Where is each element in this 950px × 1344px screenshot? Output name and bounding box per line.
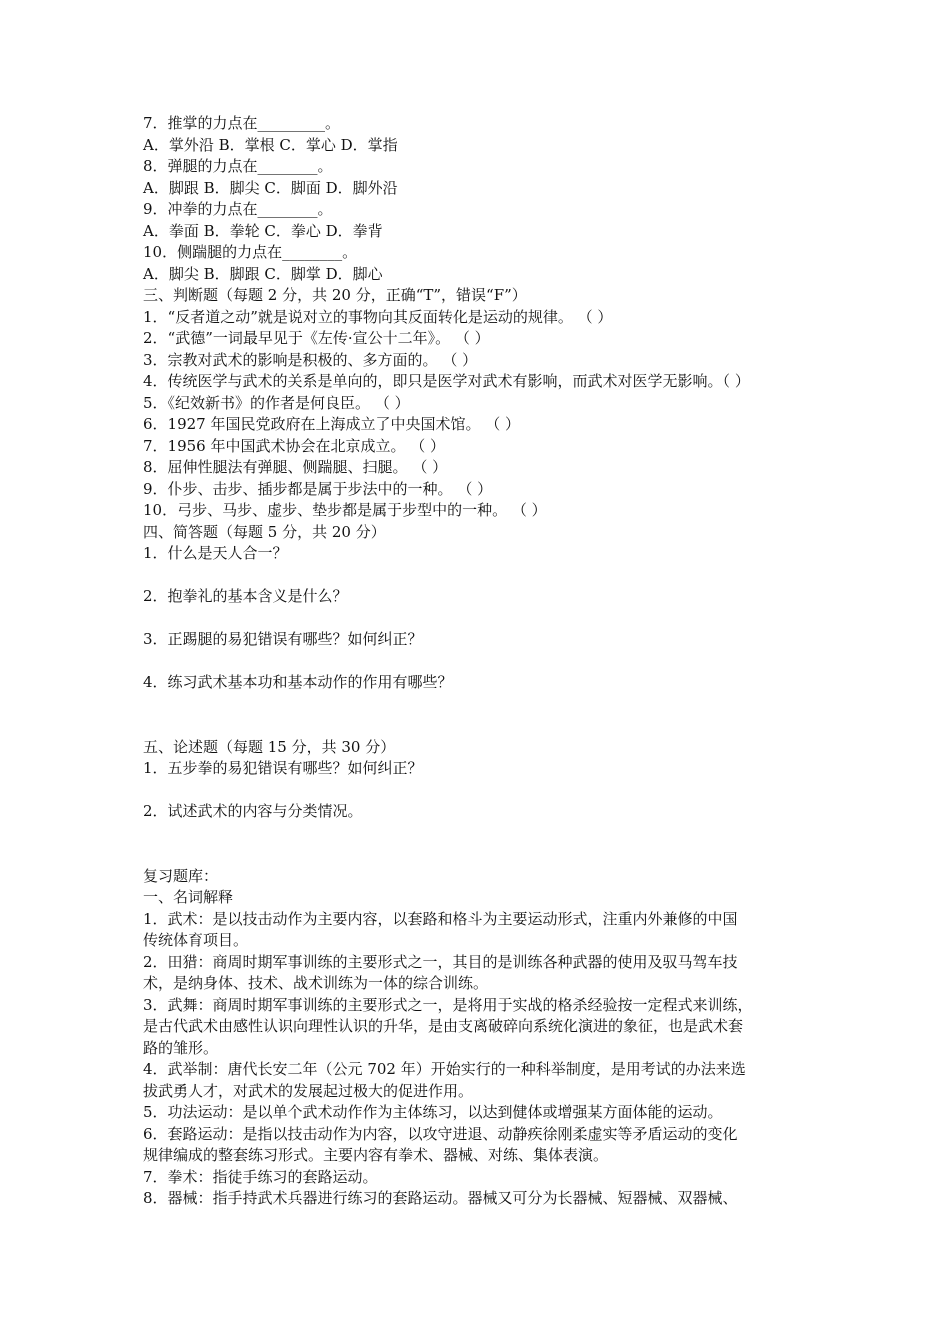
short-answer-item: 1．什么是天人合一？ [143,544,288,562]
short-answer-item: 4．练习武术基本功和基本动作的作用有哪些？ [143,673,453,691]
section-5-heading: 五、论述题（每题 15 分，共 30 分） [143,737,396,756]
essay-item: 2．试述武术的内容与分类情况。 [143,802,363,820]
question-8-options: A．脚跟 B．脚尖 C．脚面 D．脚外沿 [143,178,398,197]
review-line: 6．套路运动：是指以技击动作为内容，以攻守进退、动静疾徐刚柔虚实等矛盾运动的变化 [143,1124,738,1143]
review-line: 2．田猎：商周时期军事训练的主要形式之一，其目的是训练各种武器的使用及驭马驾车技 [143,952,738,971]
question-7-options: A．掌外沿 B．掌根 C．掌心 D．掌指 [143,135,398,154]
true-false-item: 10．弓步、马步、虚步、垫步都是属于步型中的一种。 （ ） [143,501,547,519]
true-false-item: 8．屈伸性腿法有弹腿、侧踹腿、扫腿。 （ ） [143,458,448,476]
short-answer-item: 3．正踢腿的易犯错误有哪些？如何纠正？ [143,630,423,648]
document-body [143,113,811,1210]
review-line: 拔武勇人才，对武术的发展起过极大的促进作用。 [143,1081,474,1100]
review-line: 8．器械：指手持武术兵器进行练习的套路运动。器械又可分为长器械、短器械、双器械、 [143,1189,738,1207]
review-heading: 一、名词解释 [143,888,234,906]
section-4-heading: 四、简答题（每题 5 分，共 20 分） [143,522,386,541]
true-false-item: 1．“反者道之动”就是说对立的事物向其反面转化是运动的规律。 （ ） [143,307,613,326]
question-10-options: A．脚尖 B．脚跟 C．脚掌 D．脚心 [143,264,383,283]
question-9: 9．冲拳的力点在________。 [143,200,333,218]
review-line: 5．功法运动：是以单个武术动作作为主体练习，以达到健体或增强某方面体能的运动。 [143,1103,723,1121]
review-title: 复习题库： [143,866,219,885]
review-line: 传统体育项目。 [143,931,249,949]
question-10: 10．侧踹腿的力点在________。 [143,243,358,261]
review-line: 是古代武术由感性认识向理性认识的升华，是由支离破碎向系统化演进的象征，也是武术套 [143,1017,744,1035]
short-answer-item: 2．抱拳礼的基本含义是什么？ [143,587,348,605]
true-false-item: 9．仆步、击步、插步都是属于步法中的一种。 （ ） [143,479,493,498]
review-line: 1．武术：是以技击动作为主要内容，以套路和格斗为主要运动形式，注重内外兼修的中国 [143,909,738,928]
true-false-item: 2．“武德”一词最早见于《左传·宣公十二年》。 （ ） [143,329,490,347]
section-3-heading: 三、判断题（每题 2 分，共 20 分，正确“T”，错误“F”） [143,286,527,304]
review-line: 规律编成的整套练习形式。主要内容有拳术、器械、对练、集体表演。 [143,1146,609,1164]
review-line: 7．拳术：指徒手练习的套路运动。 [143,1167,378,1186]
review-line: 3．武舞：商周时期军事训练的主要形式之一，是将用于实战的格杀经验按一定程式来训练， [143,995,753,1014]
review-line: 路的雏形。 [143,1038,219,1057]
true-false-item: 3．宗教对武术的影响是积极的、多方面的。 （ ） [143,350,478,369]
true-false-item: 4．传统医学与武术的关系是单向的，即只是医学对武术有影响，而武术对医学无影响。（ ） [143,372,750,390]
question-7: 7．推掌的力点在_________。 [143,114,341,132]
review-line: 4．武举制：唐代长安二年（公元 702 年）开始实行的一种科举制度，是用考试的办法来选 [143,1060,746,1078]
question-8: 8．弹腿的力点在________。 [143,157,333,175]
review-line: 术，是纳身体、技术、战术训练为一体的综合训练。 [143,974,489,992]
essay-item: 1．五步拳的易犯错误有哪些？如何纠正？ [143,759,423,777]
true-false-item: 7．1956 年中国武术协会在北京成立。 （ ） [143,436,446,455]
question-9-options: A．拳面 B．拳轮 C．拳心 D．拳背 [143,221,383,240]
true-false-item: 6．1927 年国民党政府在上海成立了中央国术馆。 （ ） [143,415,521,433]
true-false-item: 5．《纪效新书》的作者是何良臣。 （ ） [143,393,410,412]
